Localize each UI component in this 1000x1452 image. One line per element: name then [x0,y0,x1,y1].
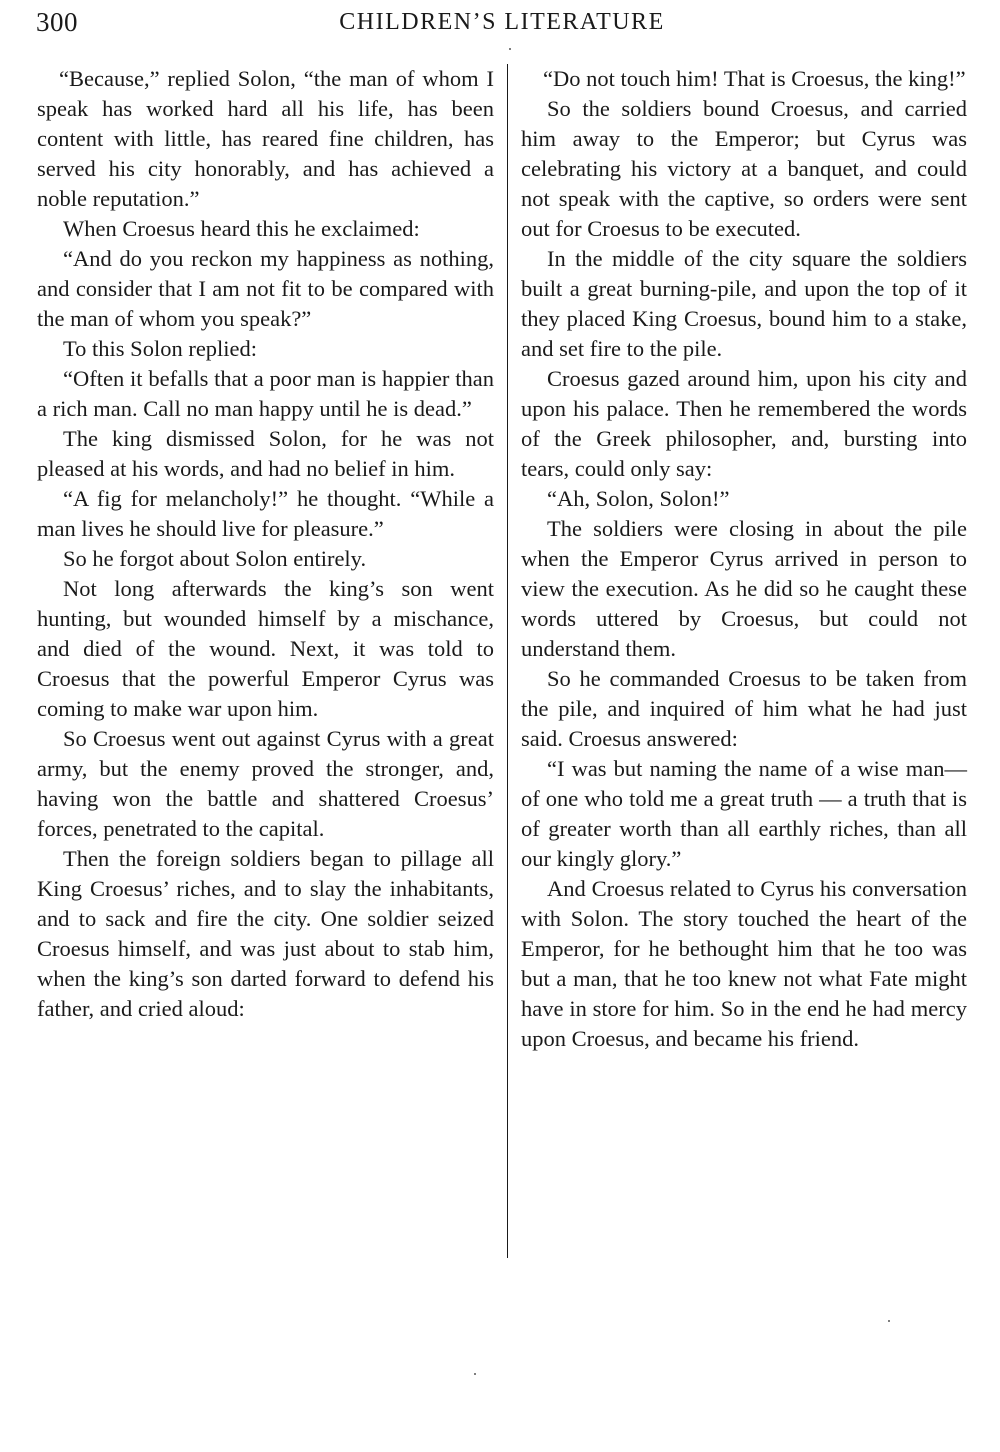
running-title: CHILDREN’S LITERATURE [339,9,665,35]
paragraph: The soldiers were closing in about the pile when the Emperor Cyrus arrived in person to view the execution. As he did so he caught these words uttered by Croesus, but could not understand them. [521,516,967,661]
paragraph: So he forgot about Solon entirely. [63,546,367,571]
paragraph: “Often it befalls that a poor man is happier than a rich man. Call no man happy until he is dead.” [37,366,494,421]
paragraph: “A fig for melancholy!” he thought. “While a man lives he should live for pleasure.” [37,486,494,541]
paragraph: Croesus gazed around him, upon his city and upon his palace. Then he remembered the words of the Greek philosopher, and, bursting into tears, could only say: [521,366,967,481]
page-header [36,4,968,40]
paragraph: “Do not touch him! That is Croesus, the king!” [543,66,966,91]
paragraph: The king dismissed Solon, for he was not pleased at his words, and had no belief in him. [37,426,494,481]
paragraph: So Croesus went out against Cyrus with a great army, but the enemy proved the stronger, and, having won the battle and shattered Croesus’ forces, penetrated to the capital. [37,726,494,841]
paragraph: To this Solon replied: [63,336,258,361]
paragraph: “Ah, Solon, Solon!” [547,486,730,511]
paragraph: “I was but naming the name of a wise man—of one who told me a great truth — a truth that is of greater worth than all earthly riches, than all our kingly glory.” [521,756,967,871]
paragraph: “Because,” replied Solon, “the man of whom I speak has worked hard all his life, has been content with little, has reared fine children, has served his city honorably, and has achieved a noble reputation.” [37,66,494,211]
paragraph: And Croesus related to Cyrus his conversation with Solon. The story touched the heart of the Emperor, for he bethought him that he too was but a man, that he too knew not what Fate might have in store for him. So in the end he had mercy upon Croesus, and became his friend. [521,876,967,1051]
print-speck [888,1320,890,1322]
page-number: 300 [36,7,78,37]
paragraph: So the soldiers bound Croesus, and carried him away to the Emperor; but Cyrus was celebrating his victory at a banquet, and could not speak with the captive, so orders were sent out for Croesus to be executed. [521,96,967,241]
paragraph: “And do you reckon my happiness as nothing, and consider that I am not fit to be compared with the man of whom you speak?” [37,246,494,331]
left-column [37,64,494,1024]
print-speck [509,48,511,50]
paragraph: So he commanded Croesus to be taken from the pile, and inquired of him what he had just said. Croesus answered: [521,666,967,751]
column-divider [507,64,508,1258]
print-speck [474,1373,476,1375]
right-column [521,64,967,1054]
paragraph: In the middle of the city square the soldiers built a great burning-pile, and upon the top of it they placed King Croesus, bound him to a stake, and set fire to the pile. [521,246,967,361]
paragraph: Then the foreign soldiers began to pillage all King Croesus’ riches, and to slay the inhabitants, and to sack and fire the city. One soldier seized Croesus himself, and was just about to stab him, when the king’s son darted forward to defend his father, and cried aloud: [37,846,494,1021]
paragraph: Not long afterwards the king’s son went hunting, but wounded himself by a mischance, and died of the wound. Next, it was told to Croesus that the powerful Emperor Cyrus was coming to make war upon him. [37,576,494,721]
paragraph: When Croesus heard this he exclaimed: [63,216,420,241]
